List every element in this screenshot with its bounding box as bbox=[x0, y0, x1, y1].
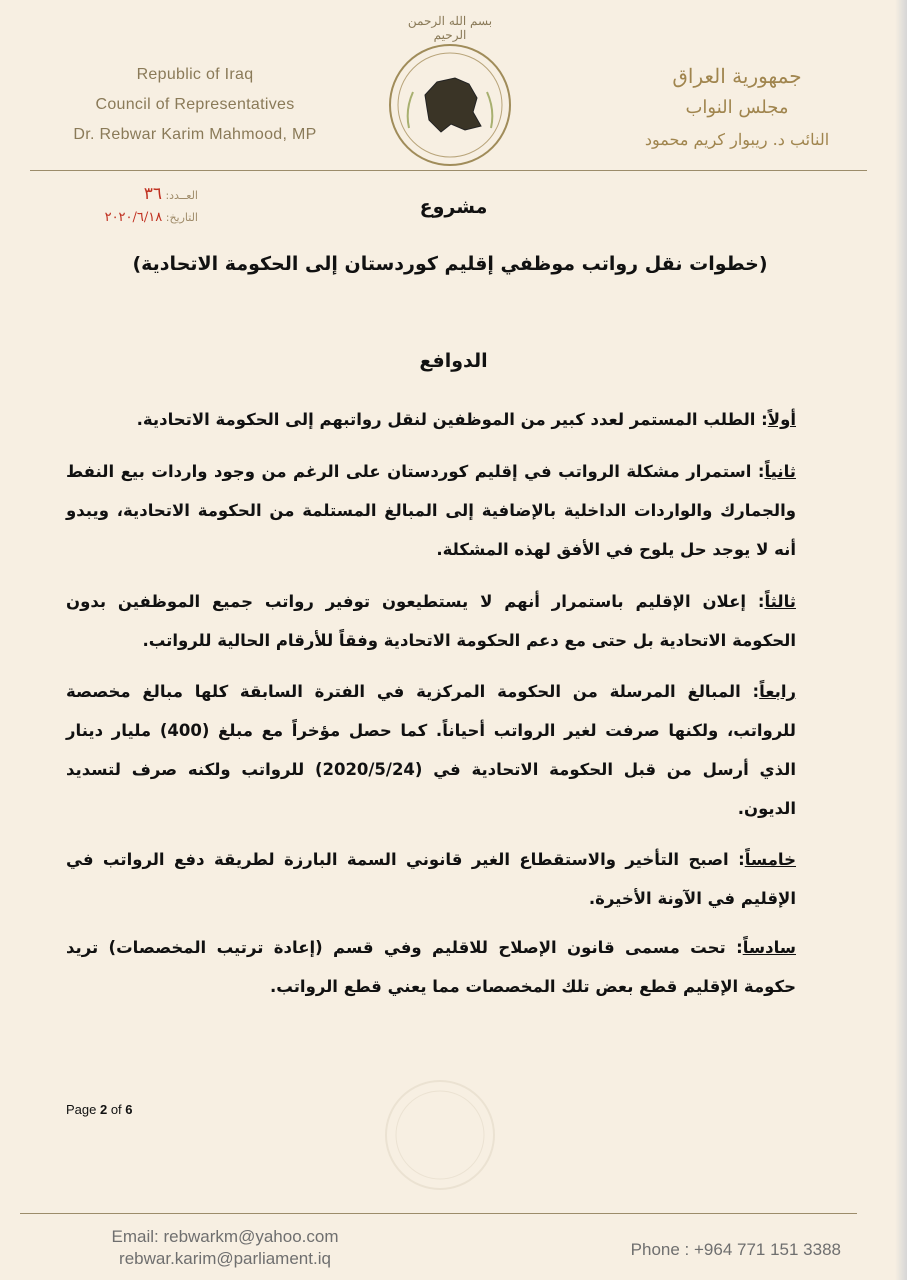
letterhead-member-ar: النائب د. ريبوار كريم محمود bbox=[644, 130, 830, 149]
letterhead-council-ar: مجلس النواب bbox=[685, 97, 789, 118]
letterhead-member: Dr. Rebwar Karim Mahmood, MP bbox=[73, 126, 317, 143]
letterhead-arabic bbox=[607, 60, 867, 156]
motive-label: ثالثاً bbox=[764, 592, 796, 611]
motive-label: سادساً bbox=[742, 938, 796, 957]
reference-number-label: العــدد: bbox=[165, 189, 198, 202]
letterhead-english bbox=[30, 60, 360, 150]
motive-label: خامساً bbox=[744, 850, 796, 869]
motive-text: : إعلان الإقليم باستمرار أنهم لا يستطيعون توفير رواتب جميع الموظفين بدون الحكومة الاتحادية بل حتى مع دعم الحكومة الاتحادية وفقاً للأرقام الحالية للرواتب. bbox=[66, 592, 796, 650]
scan-edge-shadow bbox=[895, 0, 907, 1280]
motive-item-2 bbox=[66, 452, 796, 569]
page-number-prefix: Page bbox=[66, 1102, 100, 1117]
page-number bbox=[66, 1102, 133, 1117]
section-title: الدوافع bbox=[419, 350, 488, 372]
document-heading: مشروع bbox=[419, 196, 488, 218]
page-number-current: 2 bbox=[99, 1102, 108, 1117]
letterhead-country-ar: جمهورية العراق bbox=[672, 64, 802, 88]
reference-number-value: ٣٦ bbox=[143, 184, 162, 204]
motive-item-3 bbox=[66, 582, 796, 660]
reference-date-value: ٢٠٢٠/٦/١٨ bbox=[104, 210, 163, 225]
footer-divider bbox=[20, 1213, 857, 1214]
page-number-total: 6 bbox=[125, 1102, 133, 1117]
seal-watermark-icon bbox=[380, 1075, 500, 1195]
motive-text: : الطلب المستمر لعدد كبير من الموظفين لنقل رواتبهم إلى الحكومة الاتحادية. bbox=[136, 410, 768, 429]
page-number-middle: of bbox=[107, 1102, 126, 1117]
motive-label: ثانياً bbox=[764, 462, 796, 481]
motive-text: : استمرار مشكلة الرواتب في إقليم كوردستان على الرغم من وجود واردات بيع النفط والجمارك والواردات الداخلية بالإضافية إلى المبالغ المستلمة من الحكومة الاتحادية، ويبدو أنه لا يوجد حل يلوح في الأفق لهذه المشكلة. bbox=[66, 462, 796, 559]
motive-text: : تحت مسمى قانون الإصلاح للاقليم وفي قسم (إعادة ترتيب المخصصات) تريد حكومة الإقليم قطع بعض تلك المخصصات مما يعني قطع الرواتب. bbox=[66, 938, 796, 996]
footer-phone: Phone : +964 771 151 3388 bbox=[630, 1240, 841, 1259]
letterhead-country: Republic of Iraq bbox=[136, 66, 254, 83]
motive-label: أولاً bbox=[767, 410, 796, 429]
motive-text: : اصبح التأخير والاستقطاع الغير قانوني السمة البارزة لطريقة دفع الرواتب في الإقليم في الآونة الأخيرة. bbox=[66, 850, 796, 908]
letterhead-divider bbox=[30, 170, 867, 171]
motive-label: رابعاً bbox=[759, 682, 796, 701]
motive-item-5 bbox=[66, 840, 796, 918]
basmala-text: بسم الله الرحمن الرحيم bbox=[407, 14, 493, 42]
letterhead-council: Council of Representatives bbox=[95, 96, 295, 113]
reference-date-label: التاريخ: bbox=[165, 211, 198, 224]
iraq-map-emblem-icon bbox=[385, 40, 515, 170]
motive-text: : المبالغ المرسلة من الحكومة المركزية في الفترة السابقة كلها مبالغ مخصصة للرواتب، ولكنها صرفت لغير الرواتب أحياناً. كما حصل مؤخراً مع مبلغ (400) مليار دينار الذي أرسل من قبل الحكومة الاتحادية في (2020/5/24) للرواتب ولكنه صرف لتسديد الديون. bbox=[66, 682, 796, 818]
motive-item-4 bbox=[66, 672, 796, 828]
motive-item-1 bbox=[66, 400, 796, 439]
document-title: (خطوات نقل رواتب موظفي إقليم كوردستان إلى الحكومة الاتحادية) bbox=[132, 253, 768, 275]
motive-item-6 bbox=[66, 928, 796, 1006]
footer-emails bbox=[60, 1226, 390, 1270]
footer-email-2: rebwar.karim@parliament.iq bbox=[119, 1249, 331, 1268]
footer-email-1: Email: rebwarkm@yahoo.com bbox=[111, 1227, 339, 1246]
